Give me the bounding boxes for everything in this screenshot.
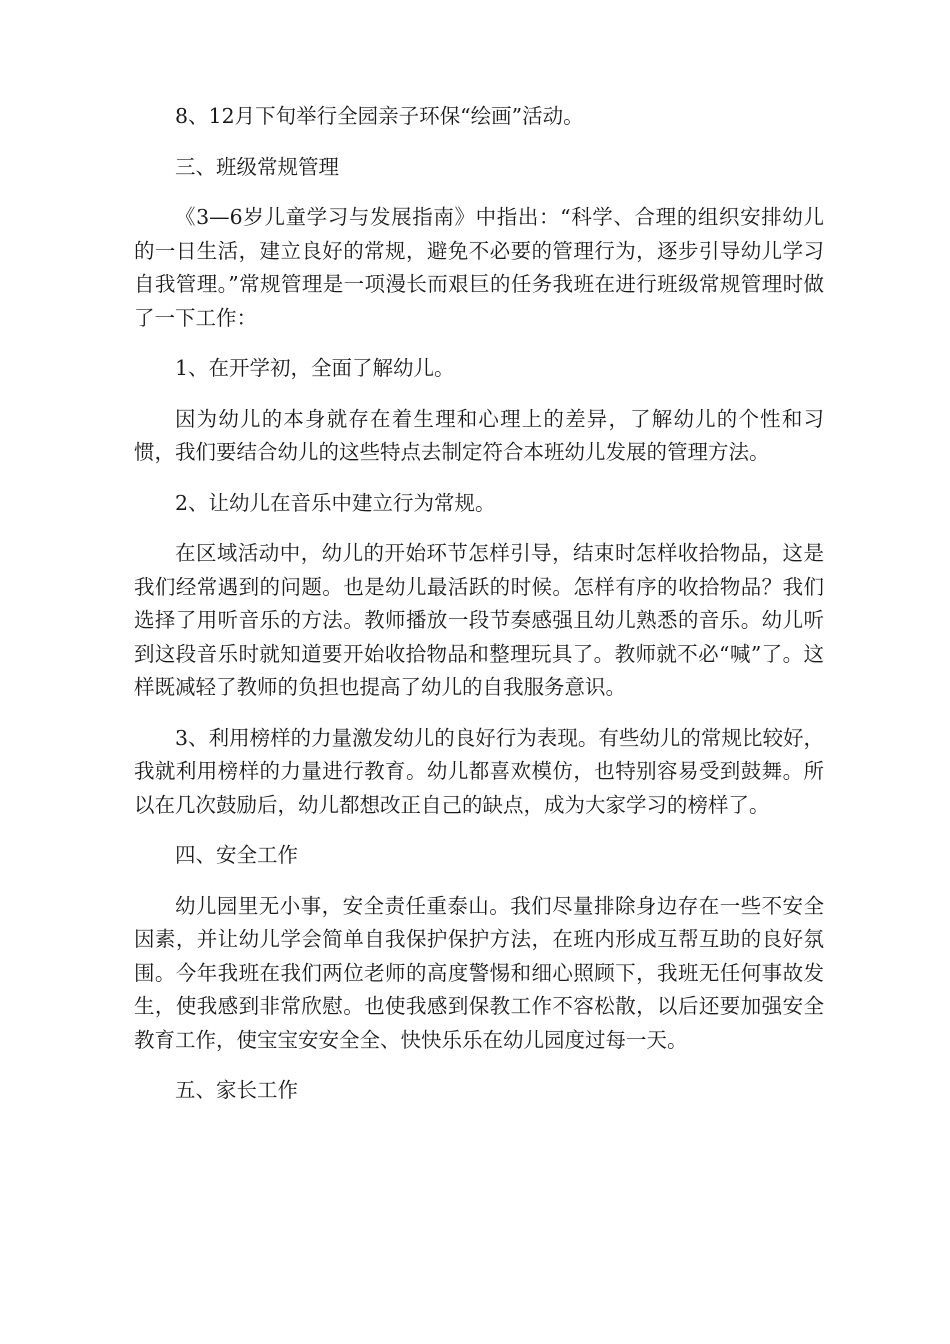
section-heading: 五、家长工作 [175,1078,298,1102]
document-body [134,100,824,1125]
body-paragraph: 《3—6岁儿童学习与发展指南》中指出：“科学、合理的组织安排幼儿的一日生活，建立良好的常规，避免不必要的管理行为，逐步引导幼儿学习自我管理。”常规管理是一项漫长而艰巨的任务我班在进行班级常规管理时做了一下工作： [134,205,824,330]
body-paragraph: 在区域活动中，幼儿的开始环节怎样引导，结束时怎样收拾物品，这是我们经常遇到的问题。也是幼儿最活跃的时候。怎样有序的收拾物品？我们选择了用听音乐的方法。教师播放一段节奏感强且幼儿熟悉的音乐。幼儿听到这段音乐时就知道要开始收拾物品和整理玩具了。教师就不必“喊”了。这样既减轻了教师的负担也提高了幼儿的自我服务意识。 [134,541,824,699]
section-heading: 三、班级常规管理 [175,154,339,179]
section-heading: 四、安全工作 [175,843,298,867]
list-item-paragraph: 3、利用榜样的力量激发幼儿的良好行为表现。有些幼儿的常规比较好，我就利用榜样的力量进行教育。幼儿都喜欢模仿，也特别容易受到鼓舞。所以在几次鼓励后，幼儿都想改正自己的缺点，成为大家学习的榜样了。 [134,725,824,817]
list-item-paragraph: 8、12月下旬举行全园亲子环保“绘画”活动。 [175,104,584,128]
list-item-paragraph: 1、在开学初，全面了解幼儿。 [175,356,455,380]
list-item-paragraph: 2、让幼儿在音乐中建立行为常规。 [175,490,496,515]
body-paragraph: 因为幼儿的本身就存在着生理和心理上的差异，了解幼儿的个性和习惯，我们要结合幼儿的这些特点去制定符合本班幼儿发展的管理方法。 [134,406,824,464]
body-paragraph: 幼儿园里无小事，安全责任重泰山。我们尽量排除身边存在一些不安全因素，并让幼儿学会简单自我保护保护方法，在班内形成互帮互助的良好氛围。今年我班在我们两位老师的高度警惕和细心照顾下，我班无任何事故发生，使我感到非常欣慰。也使我感到保教工作不容松散，以后还要加强安全教育工作，使宝宝安安全全、快快乐乐在幼儿园度过每一天。 [134,893,824,1052]
